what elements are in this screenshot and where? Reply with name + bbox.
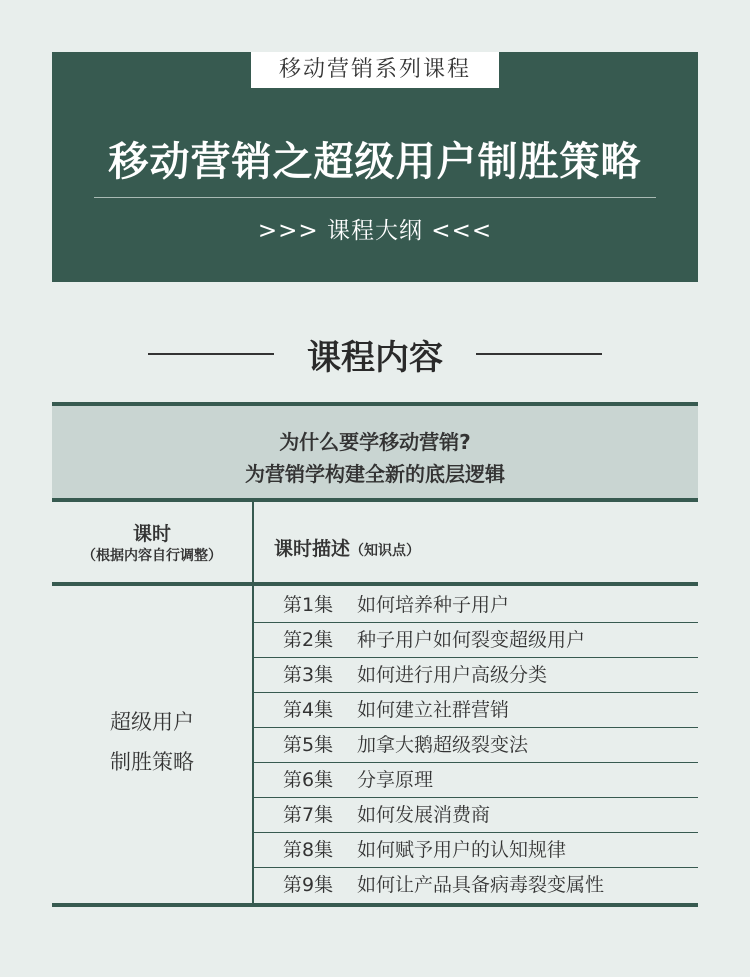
course-title: 移动营销之超级用户制胜策略 — [108, 138, 642, 185]
lesson-row — [254, 658, 698, 693]
lesson-row — [254, 693, 698, 728]
question-line-1: 为什么要学移动营销? — [279, 430, 471, 454]
lesson-row — [254, 868, 698, 903]
lesson-number: 第7集 — [283, 804, 334, 826]
series-tag: 移动营销系列课程 — [251, 52, 499, 88]
lesson-number: 第6集 — [283, 769, 334, 791]
column-header-period-note: （根据内容自行调整） — [82, 548, 222, 564]
lesson-number: 第8集 — [283, 839, 334, 861]
module-name-line-2: 制胜策略 — [110, 750, 194, 774]
lesson-title: 分享原理 — [357, 769, 434, 791]
lesson-number: 第2集 — [283, 629, 334, 651]
table-bottom-rule — [52, 903, 698, 907]
lesson-row — [254, 623, 698, 658]
header-top-rule — [52, 498, 698, 502]
question-box — [52, 406, 698, 498]
lesson-title: 种子用户如何裂变超级用户 — [357, 629, 586, 651]
header-bottom-rule — [52, 582, 698, 586]
question-line-2: 为营销学构建全新的底层逻辑 — [245, 462, 505, 486]
column-header-description-note: （知识点） — [350, 543, 421, 559]
lesson-row — [254, 728, 698, 763]
lesson-title: 如何进行用户高级分类 — [357, 664, 548, 686]
section-heading: 课程内容 — [307, 338, 443, 378]
course-banner — [52, 52, 698, 282]
banner-divider — [94, 197, 656, 198]
course-table — [52, 402, 698, 907]
header-column-divider — [252, 502, 254, 582]
outline-label: >>> 课程大纲 <<< — [257, 218, 493, 244]
lesson-row — [254, 588, 698, 623]
column-header-description — [274, 534, 420, 561]
module-name-line-1: 超级用户 — [110, 710, 194, 734]
lesson-title: 如何培养种子用户 — [357, 594, 510, 616]
lesson-number: 第5集 — [283, 734, 334, 756]
lesson-number: 第4集 — [283, 699, 334, 721]
lesson-title: 如何赋予用户的认知规律 — [357, 839, 567, 861]
lesson-row — [254, 833, 698, 868]
lesson-title: 如何建立社群营销 — [357, 699, 510, 721]
column-header-description-title: 课时描述 — [274, 538, 351, 560]
lesson-number: 第3集 — [283, 664, 334, 686]
lesson-title: 如何让产品具备病毒裂变属性 — [357, 874, 605, 896]
lesson-row — [254, 798, 698, 833]
heading-rule-right — [476, 353, 602, 355]
lesson-title: 加拿大鹅超级裂变法 — [357, 734, 529, 756]
column-header-period: 课时 — [132, 523, 171, 545]
lesson-row — [254, 763, 698, 798]
lesson-number: 第9集 — [283, 874, 334, 896]
lesson-number: 第1集 — [283, 594, 334, 616]
lesson-title: 如何发展消费商 — [357, 804, 491, 826]
